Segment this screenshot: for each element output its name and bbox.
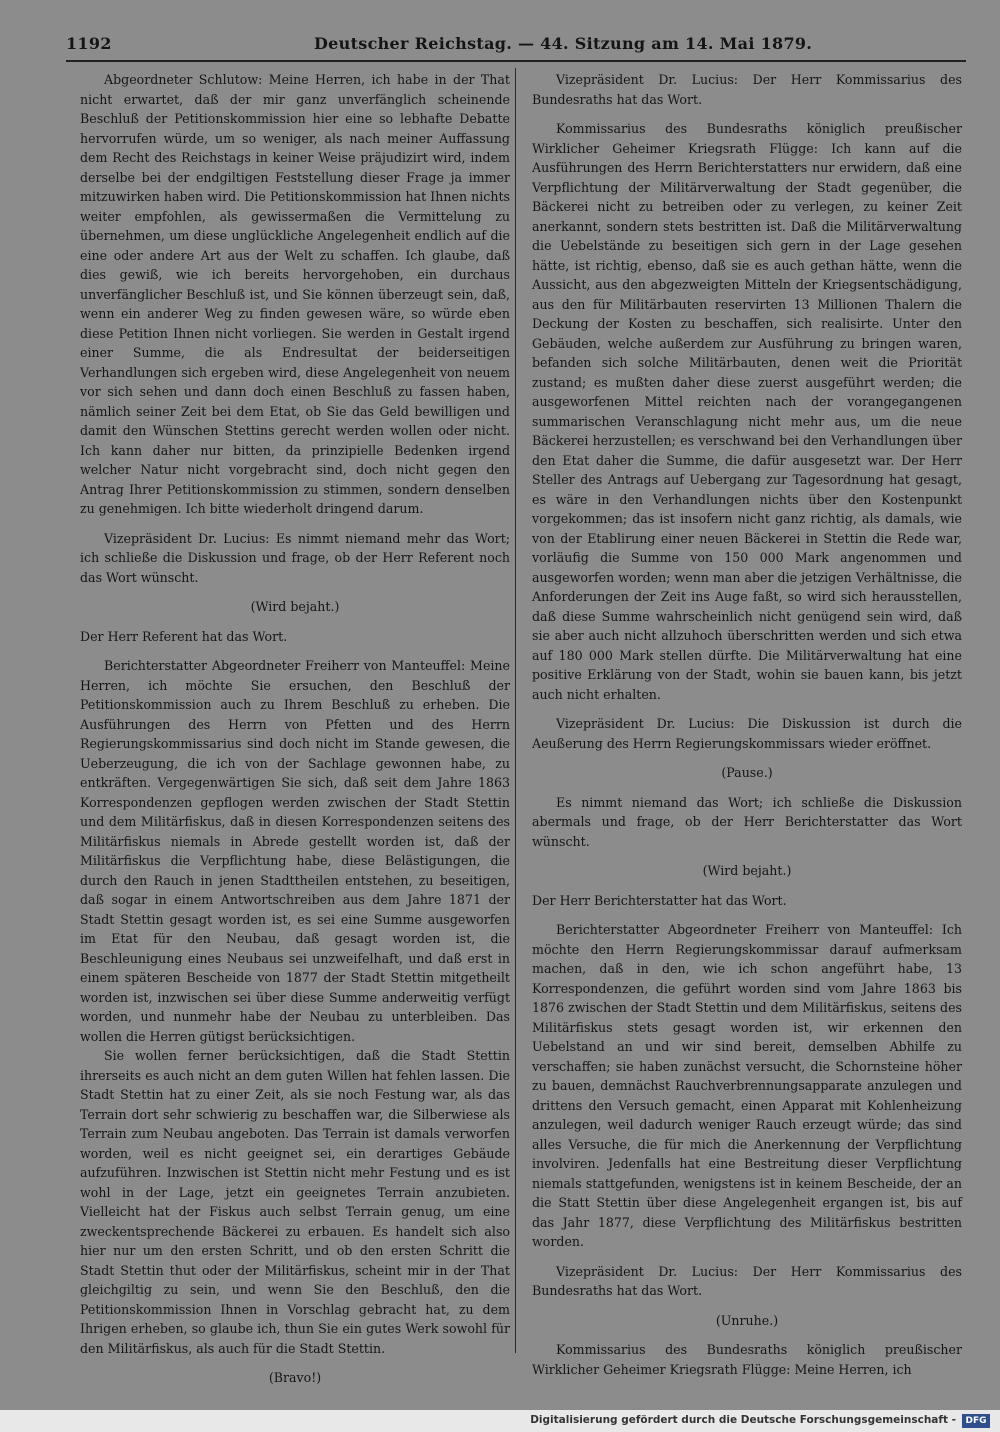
left-column <box>80 70 510 1398</box>
interjection: (Wird bejaht.) <box>250 599 340 614</box>
digitization-footer <box>0 1410 1000 1432</box>
page-header <box>66 30 966 56</box>
interjection: (Bravo!) <box>268 1370 322 1385</box>
paragraph: Abgeordneter Schlutow: Meine Herren, ich habe in der That nicht erwartet, daß der mir ganz unverfänglich scheinende Beschluß der Petitionskommission hier eine so lebhafte Debatte hervorrufen würde, um so weniger, als nach meiner Auffassung dem Recht des Reichstags in keiner Weise präjudizirt wird, indem derselbe bei der endgiltigen Feststellung dieser Frage ja immer mitzuwirken haben wird. Die Petitionskommission hat Ihnen nichts weiter empfohlen, als gewissermaßen die Vermittelung zu übernehmen, um diese unglückliche Angelegenheit endlich auf die eine oder andere Art aus der Welt zu schaffen. Ich glaube, daß dies gewiß, wie ich bereits hervorgehoben, ein durchaus unverfänglicher Beschluß ist, und Sie können überzeugt sein, daß, wenn ein anderer Weg zu finden gewesen wäre, so würde eben diese Petition Ihnen nicht vorliegen. Sie werden in Gestalt irgend einer Summe, die als Endresultat der beiderseitigen Verhandlungen sich ergeben wird, diese Angelegenheit von neuem vor sich sehen und dann doch einen Beschluß zu fassen haben, nämlich seiner Zeit bei dem Etat, ob Sie das Geld bewilligen und damit den Wünschen Stettins gerecht werden wollen oder nicht. Ich kann daher nur bitten, da prinzipielle Bedenken irgend welcher Natur nicht vorgebracht sind, doch nicht gegen den Antrag Ihrer Petitionskommission zu stimmen, sondern denselben zu genehmigen. Ich bitte wiederholt dringend darum. <box>80 72 510 516</box>
header-rule <box>66 60 966 62</box>
paragraph: Berichterstatter Abgeordneter Freiherr von Manteuffel: Ich möchte den Herrn Regierungskommissar darauf aufmerksam machen, daß in den, wie ich schon angeführt habe, 13 Korrespondenzen, die geführt worden sind vom Jahre 1863 bis 1876 zwischen der Stadt Stettin und dem Militärfiskus, seitens des Militärfiskus stets gesagt worden ist, wir erkennen den Uebelstand an und wir sind bereit, demselben Abhilfe zu verschaffen; sie haben zunächst versucht, die Schornsteine höher zu bauen, demnächst Rauchverbrennungsapparate anzulegen und drittens den Versuch gemacht, einen Apparat mit Kohlenheizung anzulegen, weil dadurch weniger Rauch erzeugt würde; das sind alles Versuche, die für mich die Anerkennung der Verpflichtung involviren. Jedenfalls hat eine Bestreitung dieser Verpflichtung niemals stattgefunden, wenigstens ist in keinem Bescheide, der an die Statt Stettin über diese Angelegenheit ergangen ist, bis auf das Jahr 1877, diese Verpflichtung des Militärfiskus bestritten worden. <box>532 922 962 1249</box>
interjection: (Unruhe.) <box>715 1312 779 1328</box>
paragraph: Es nimmt niemand das Wort; ich schließe die Diskussion abermals und frage, ob der Herr Berichterstatter das Wort wünscht. <box>532 794 962 849</box>
interjection: (Wird bejaht.) <box>702 863 792 878</box>
interjection: (Pause.) <box>721 765 773 780</box>
paragraph: Vizepräsident Dr. Lucius: Der Herr Kommissarius des Bundesraths hat das Wort. <box>532 72 962 107</box>
column-divider <box>515 68 516 1353</box>
paragraph: Kommissarius des Bundesraths königlich preußischer Wirklicher Geheimer Kriegsrath Flügge: Meine Herren, ich <box>532 1342 962 1377</box>
dfg-logo-icon: DFG <box>962 1414 990 1428</box>
paragraph: Vizepräsident Dr. Lucius: Die Diskussion ist durch die Aeußerung des Herrn Regierungskommissars wieder eröffnet. <box>532 716 962 751</box>
paragraph: Der Herr Referent hat das Wort. <box>80 628 288 644</box>
paragraph: Berichterstatter Abgeordneter Freiherr von Manteuffel: Meine Herren, ich möchte Sie ersuchen, den Beschluß der Petitionskommission auch zu Ihrem Beschluß zu erheben. Die Ausführungen des Herrn von Pfetten und des Herrn Regierungskommissarius sind doch nicht im Stande gewesen, die Ueberzeugung, die ich von der Sachlage gewonnen habe, zu entkräften. Vergegenwärtigen Sie sich, daß seit dem Jahre 1863 Korrespondenzen gepflogen werden zwischen der Stadt Stettin und dem Militärfiskus, daß in diesen Korrespondenzen seitens des Militärfiskus niemals in Abrede gestellt worden ist, daß der Militärfiskus die Verpflichtung habe, diese Belästigungen, die durch den Rauch in jenen Stadttheilen entstehen, zu beseitigen, daß sogar in einem Antwortschreiben aus dem Jahre 1871 der Stadt Stettin gesagt worden ist, es sei eine Summe ausgeworfen im Etat für den Neubau, daß gesagt worden ist, die Beschleunigung eines Neubaus sei unzweifelhaft, und daß erst in einem späteren Bescheide von 1877 der Stadt Stettin mitgetheilt worden ist, inzwischen sei über diese Summe anderweitig verfügt worden, und nunmehr habe der Neubau zu unterbleiben. Das wollen die Herren gütigst berücksichtigen. <box>80 658 510 1044</box>
page-number: 1192 <box>66 34 112 53</box>
footer-credit: Digitalisierung gefördert durch die Deutsche Forschungsgemeinschaft - <box>530 1414 956 1426</box>
paragraph: Der Herr Berichterstatter hat das Wort. <box>532 892 787 908</box>
running-title: Deutscher Reichstag. — 44. Sitzung am 14. Mai 1879. <box>314 34 813 53</box>
paragraph: Sie wollen ferner berücksichtigen, daß die Stadt Stettin ihrerseits es auch nicht an dem guten Willen hat fehlen lassen. Die Stadt Stettin hat zu einer Zeit, als sie noch Festung war, als das Terrain dort sehr schwierig zu beschaffen war, die Silberwiese als Terrain zum Neubau angeboten. Das Terrain ist damals verworfen worden, weil es nicht geeignet sei, ein derartiges Gebäude aufzuführen. Inzwischen ist Stettin nicht mehr Festung und es ist wohl in der Lage, jetzt ein geeignetes Terrain anzubieten. Vielleicht hat der Fiskus auch selbst Terrain genug, um eine zweckentsprechende Bäckerei zu erbauen. Es handelt sich also hier nur um den ersten Schritt, und ob den ersten Schritt die Stadt Stettin thut oder der Militärfiskus, scheint mir in der That gleichgiltig zu sein, und wenn Sie den Beschluß, den die Petitionskommission Ihnen in Vorschlag gebracht hat, zu dem Ihrigen erheben, so glaube ich, thun Sie ein gutes Werk sowohl für den Militärfiskus, als auch für die Stadt Stettin. <box>80 1048 510 1356</box>
right-column <box>532 70 962 1389</box>
paragraph: Vizepräsident Dr. Lucius: Es nimmt niemand mehr das Wort; ich schließe die Diskussion und frage, ob der Herr Referent noch das Wort wünscht. <box>80 530 510 585</box>
paragraph: Kommissarius des Bundesraths königlich preußischer Wirklicher Geheimer Kriegsrath Flügge: Ich kann auf die Ausführungen des Herrn Berichterstatters nur erwidern, daß eine Verpflichtung der Militärverwaltung der Stadt gegenüber, die Bäckerei nicht zu betreiben oder zu verlegen, zu keiner Zeit anerkannt, sondern stets bestritten ist. Daß die Militärverwaltung die Uebelstände zu beseitigen sich gern in der Lage gesehen hätte, ist richtig, ebenso, daß sie es auch gethan hätte, wenn die Aussicht, aus den abgezweigten Mitteln der Kriegsentschädigung, aus den für Militärbauten reservirten 13 Millionen Thalern die Deckung der Kosten zu beschaffen, sich realisirte. Unter den Gebäuden, welche außerdem zur Ausführung zu bringen waren, befanden sich solche Militärbauten, denen weit die Priorität zustand; es mußten daher diese zuerst ausgeführt werden; die ausgeworfenen Mittel reichten nach der vorangegangenen summarischen Veranschlagung nicht mehr aus, um die neue Bäckerei herzustellen; es verschwand bei den Verhandlungen über den Etat daher die Summe, die dafür ausgesetzt war. Der Herr Steller des Antrags auf Uebergang zur Tagesordnung hat gesagt, es wäre in den Verhandlungen nichts über den Kostenpunkt vorgekommen; das ist insofern nicht ganz richtig, als damals, wie von der Etablirung einer neuen Bäckerei in Stettin die Rede war, vorläufig die Summe von 150 000 Mark angenommen und ausgeworfen worden; wenn man aber die jetzigen Verhältnisse, die Anforderungen der Zeit ins Auge faßt, so wird sich herausstellen, daß diese Summe wahrscheinlich nicht genügend sein wird, daß sie aber auch nicht allzuhoch überschritten werden und sich etwa auf 180 000 Mark stellen dürfte. Die Militärverwaltung hat eine positive Erklärung von der Stadt, wohin sie bauen kann, bis jetzt auch nicht erhalten. <box>532 121 962 702</box>
paragraph: Vizepräsident Dr. Lucius: Der Herr Kommissarius des Bundesraths hat das Wort. <box>532 1263 962 1298</box>
